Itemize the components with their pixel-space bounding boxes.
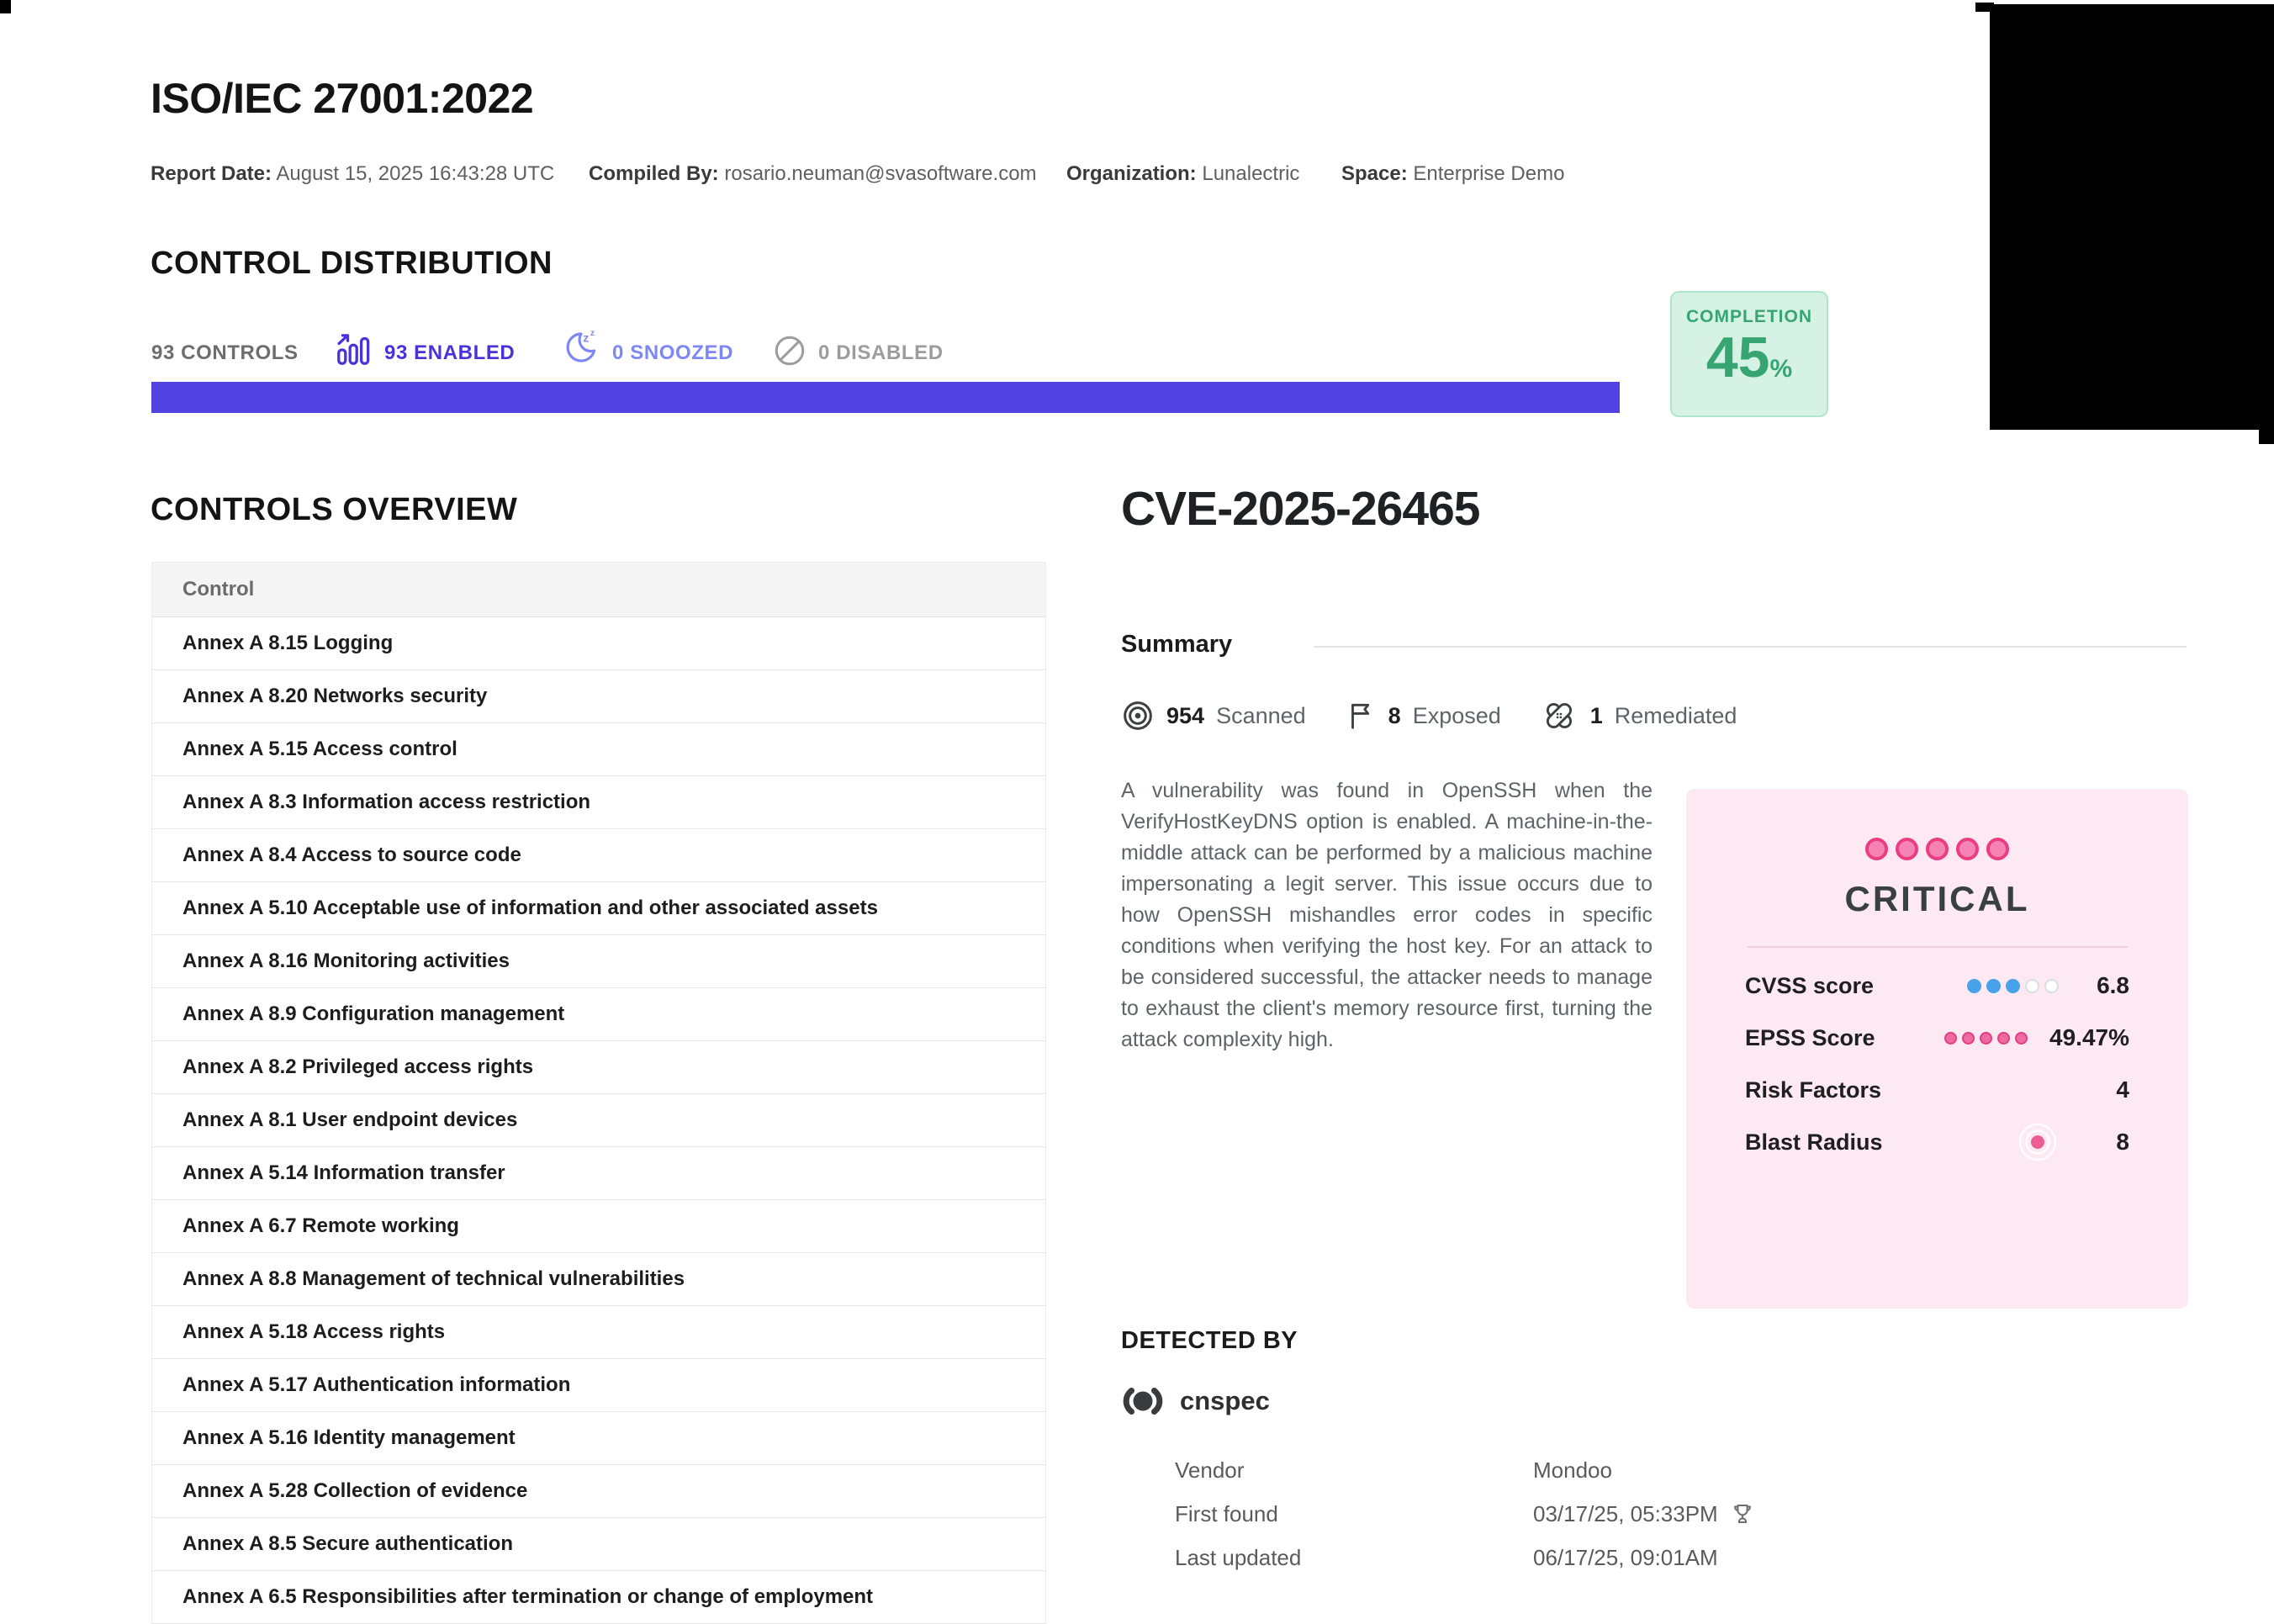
remediated-stat xyxy=(1540,696,1737,735)
blast-radius-row xyxy=(1745,1116,2129,1168)
report-date xyxy=(151,162,554,186)
control-row[interactable]: Annex A 5.16 Identity management xyxy=(152,1412,1045,1465)
svg-text:z: z xyxy=(590,329,595,339)
snoozed-count: 0 SNOOZED xyxy=(612,341,734,364)
vendor-value: Mondoo xyxy=(1533,1457,1612,1483)
disabled-count: 0 DISABLED xyxy=(818,341,944,364)
control-row[interactable]: Annex A 8.1 User endpoint devices xyxy=(152,1094,1045,1147)
controls-overview-heading: CONTROLS OVERVIEW xyxy=(151,492,518,527)
control-distribution-heading: CONTROL DISTRIBUTION xyxy=(151,246,553,281)
control-row[interactable]: Annex A 8.3 Information access restriction xyxy=(152,776,1045,829)
flag-icon xyxy=(1345,700,1377,732)
control-row[interactable]: Annex A 8.5 Secure authentication xyxy=(152,1518,1045,1571)
page-title: ISO/IEC 27001:2022 xyxy=(151,75,534,122)
controls-count: 93 CONTROLS xyxy=(151,341,299,364)
last-updated-value: 06/17/25, 09:01AM xyxy=(1533,1544,1718,1570)
svg-text:z: z xyxy=(583,331,590,345)
space xyxy=(1341,162,1564,186)
detected-by-fields xyxy=(1175,1448,1932,1579)
exposed-value: 8 xyxy=(1388,702,1401,728)
risk-factors-label: Risk Factors xyxy=(1745,1076,1882,1103)
remediated-value: 1 xyxy=(1589,702,1603,728)
controls-table-column-header: Control xyxy=(152,563,1045,617)
severity-dot xyxy=(1865,838,1888,860)
report-date-label: Report Date: xyxy=(151,162,272,185)
cve-stats xyxy=(1121,696,1737,735)
vendor-row xyxy=(1175,1448,1932,1492)
risk-factors-row xyxy=(1745,1064,2129,1116)
vendor-label: Vendor xyxy=(1175,1457,1245,1483)
scanned-value: 954 xyxy=(1166,702,1205,728)
epss-score-row xyxy=(1745,1012,2129,1064)
epss-score-value: 49.47% xyxy=(2049,1024,2129,1050)
organization xyxy=(1066,162,1299,186)
first-found-label: First found xyxy=(1175,1500,1278,1526)
controls-progress-fill xyxy=(151,382,1620,413)
control-row[interactable]: Annex A 6.7 Remote working xyxy=(152,1200,1045,1253)
cvss-score-row xyxy=(1745,960,2129,1012)
risk-factors-value: 4 xyxy=(2116,1076,2129,1103)
summary-heading: Summary xyxy=(1121,631,1233,658)
epss-dots xyxy=(1944,1032,2028,1045)
control-row[interactable]: Annex A 5.14 Information transfer xyxy=(152,1147,1045,1200)
circle-slash-icon xyxy=(772,333,807,368)
severity-dot xyxy=(1896,838,1918,860)
controls-progress-bar xyxy=(151,382,1620,413)
completion-unit: % xyxy=(1769,355,1793,383)
scan-icon xyxy=(1121,699,1155,733)
control-row[interactable]: Annex A 8.15 Logging xyxy=(152,617,1045,670)
severity-dots xyxy=(1686,789,2188,860)
control-row[interactable]: Annex A 5.28 Collection of evidence xyxy=(152,1465,1045,1518)
last-updated-row xyxy=(1175,1536,1932,1579)
space-value: Enterprise Demo xyxy=(1413,162,1565,185)
completion-label: COMPLETION xyxy=(1686,307,1812,326)
cvss-dots xyxy=(1967,979,2059,993)
control-row[interactable]: Annex A 8.9 Configuration management xyxy=(152,988,1045,1041)
trophy-icon xyxy=(1730,1501,1755,1526)
control-row[interactable]: Annex A 5.10 Acceptable use of information and other associated assets xyxy=(152,882,1045,935)
control-row[interactable]: Annex A 5.18 Access rights xyxy=(152,1306,1045,1359)
redaction-box xyxy=(2259,430,2274,444)
remediated-label: Remediated xyxy=(1614,702,1737,728)
cve-title: CVE-2025-26465 xyxy=(1121,482,1480,536)
cnspec-logo-icon xyxy=(1121,1383,1165,1419)
control-row[interactable]: Annex A 5.15 Access control xyxy=(152,723,1045,776)
controls-table xyxy=(151,562,1046,1624)
cvss-score-label: CVSS score xyxy=(1745,972,1875,998)
severity-divider xyxy=(1748,946,2128,948)
compiled-by-label: Compiled By: xyxy=(589,162,719,185)
report-date-value: August 15, 2025 16:43:28 UTC xyxy=(276,162,555,185)
moon-zzz-icon xyxy=(560,326,600,367)
blast-radius-icon xyxy=(2017,1121,2059,1163)
redaction-box xyxy=(1990,4,2274,430)
scanned-stat xyxy=(1121,699,1306,733)
completion-card xyxy=(1670,291,1828,417)
severity-card xyxy=(1686,789,2188,1309)
enabled-count: 93 ENABLED xyxy=(384,341,516,364)
control-row[interactable]: Annex A 5.17 Authentication information xyxy=(152,1359,1045,1412)
severity-level: CRITICAL xyxy=(1844,879,2030,918)
compiled-by xyxy=(589,162,1037,186)
blast-radius-value: 8 xyxy=(2116,1129,2129,1155)
compiled-by-value: rosario.neuman@svasoftware.com xyxy=(724,162,1037,185)
completion-value: 45 xyxy=(1706,325,1770,389)
control-row[interactable]: Annex A 8.2 Privileged access rights xyxy=(152,1041,1045,1094)
control-row[interactable]: Annex A 8.4 Access to source code xyxy=(152,829,1045,882)
blast-radius-label: Blast Radius xyxy=(1745,1129,1883,1155)
control-row[interactable]: Annex A 6.5 Responsibilities after termination or change of employment xyxy=(152,1571,1045,1624)
first-found-value: 03/17/25, 05:33PM xyxy=(1533,1500,1718,1526)
bandage-icon xyxy=(1540,696,1579,735)
exposed-label: Exposed xyxy=(1412,702,1501,728)
detected-by-tool xyxy=(1121,1383,1270,1419)
control-row[interactable]: Annex A 8.8 Management of technical vulnerabilities xyxy=(152,1253,1045,1306)
organization-label: Organization: xyxy=(1066,162,1197,185)
summary-divider xyxy=(1314,646,2187,648)
severity-dot xyxy=(1956,838,1979,860)
control-row[interactable]: Annex A 8.20 Networks security xyxy=(152,670,1045,723)
epss-score-label: EPSS Score xyxy=(1745,1024,1875,1050)
last-updated-label: Last updated xyxy=(1175,1544,1302,1570)
severity-dot xyxy=(1986,838,2009,860)
organization-value: Lunalectric xyxy=(1202,162,1300,185)
control-row[interactable]: Annex A 8.16 Monitoring activities xyxy=(152,935,1045,988)
exposed-stat xyxy=(1345,700,1501,732)
bar-chart-up-icon xyxy=(334,330,373,368)
corner-artifact xyxy=(0,0,11,13)
first-found-row xyxy=(1175,1492,1932,1536)
cvss-score-value: 6.8 xyxy=(2097,972,2129,998)
scanned-label: Scanned xyxy=(1216,702,1306,728)
severity-dot xyxy=(1926,838,1949,860)
space-label: Space: xyxy=(1341,162,1408,185)
detected-by-heading: DETECTED BY xyxy=(1121,1327,1298,1354)
cnspec-name: cnspec xyxy=(1180,1386,1270,1415)
cve-description: A vulnerability was found in OpenSSH when the VerifyHostKeyDNS option is enabled. A machine-in-the-middle attack can be performed by a malicious machine impersonating a legit server. This issue occurs due to how OpenSSH mishandles error codes in specific conditions when verifying the host key. For an attack to be considered successful, the attacker needs to manage to exhaust the client's memory resource first, turning the attack complexity high. xyxy=(1121,779,1653,1051)
